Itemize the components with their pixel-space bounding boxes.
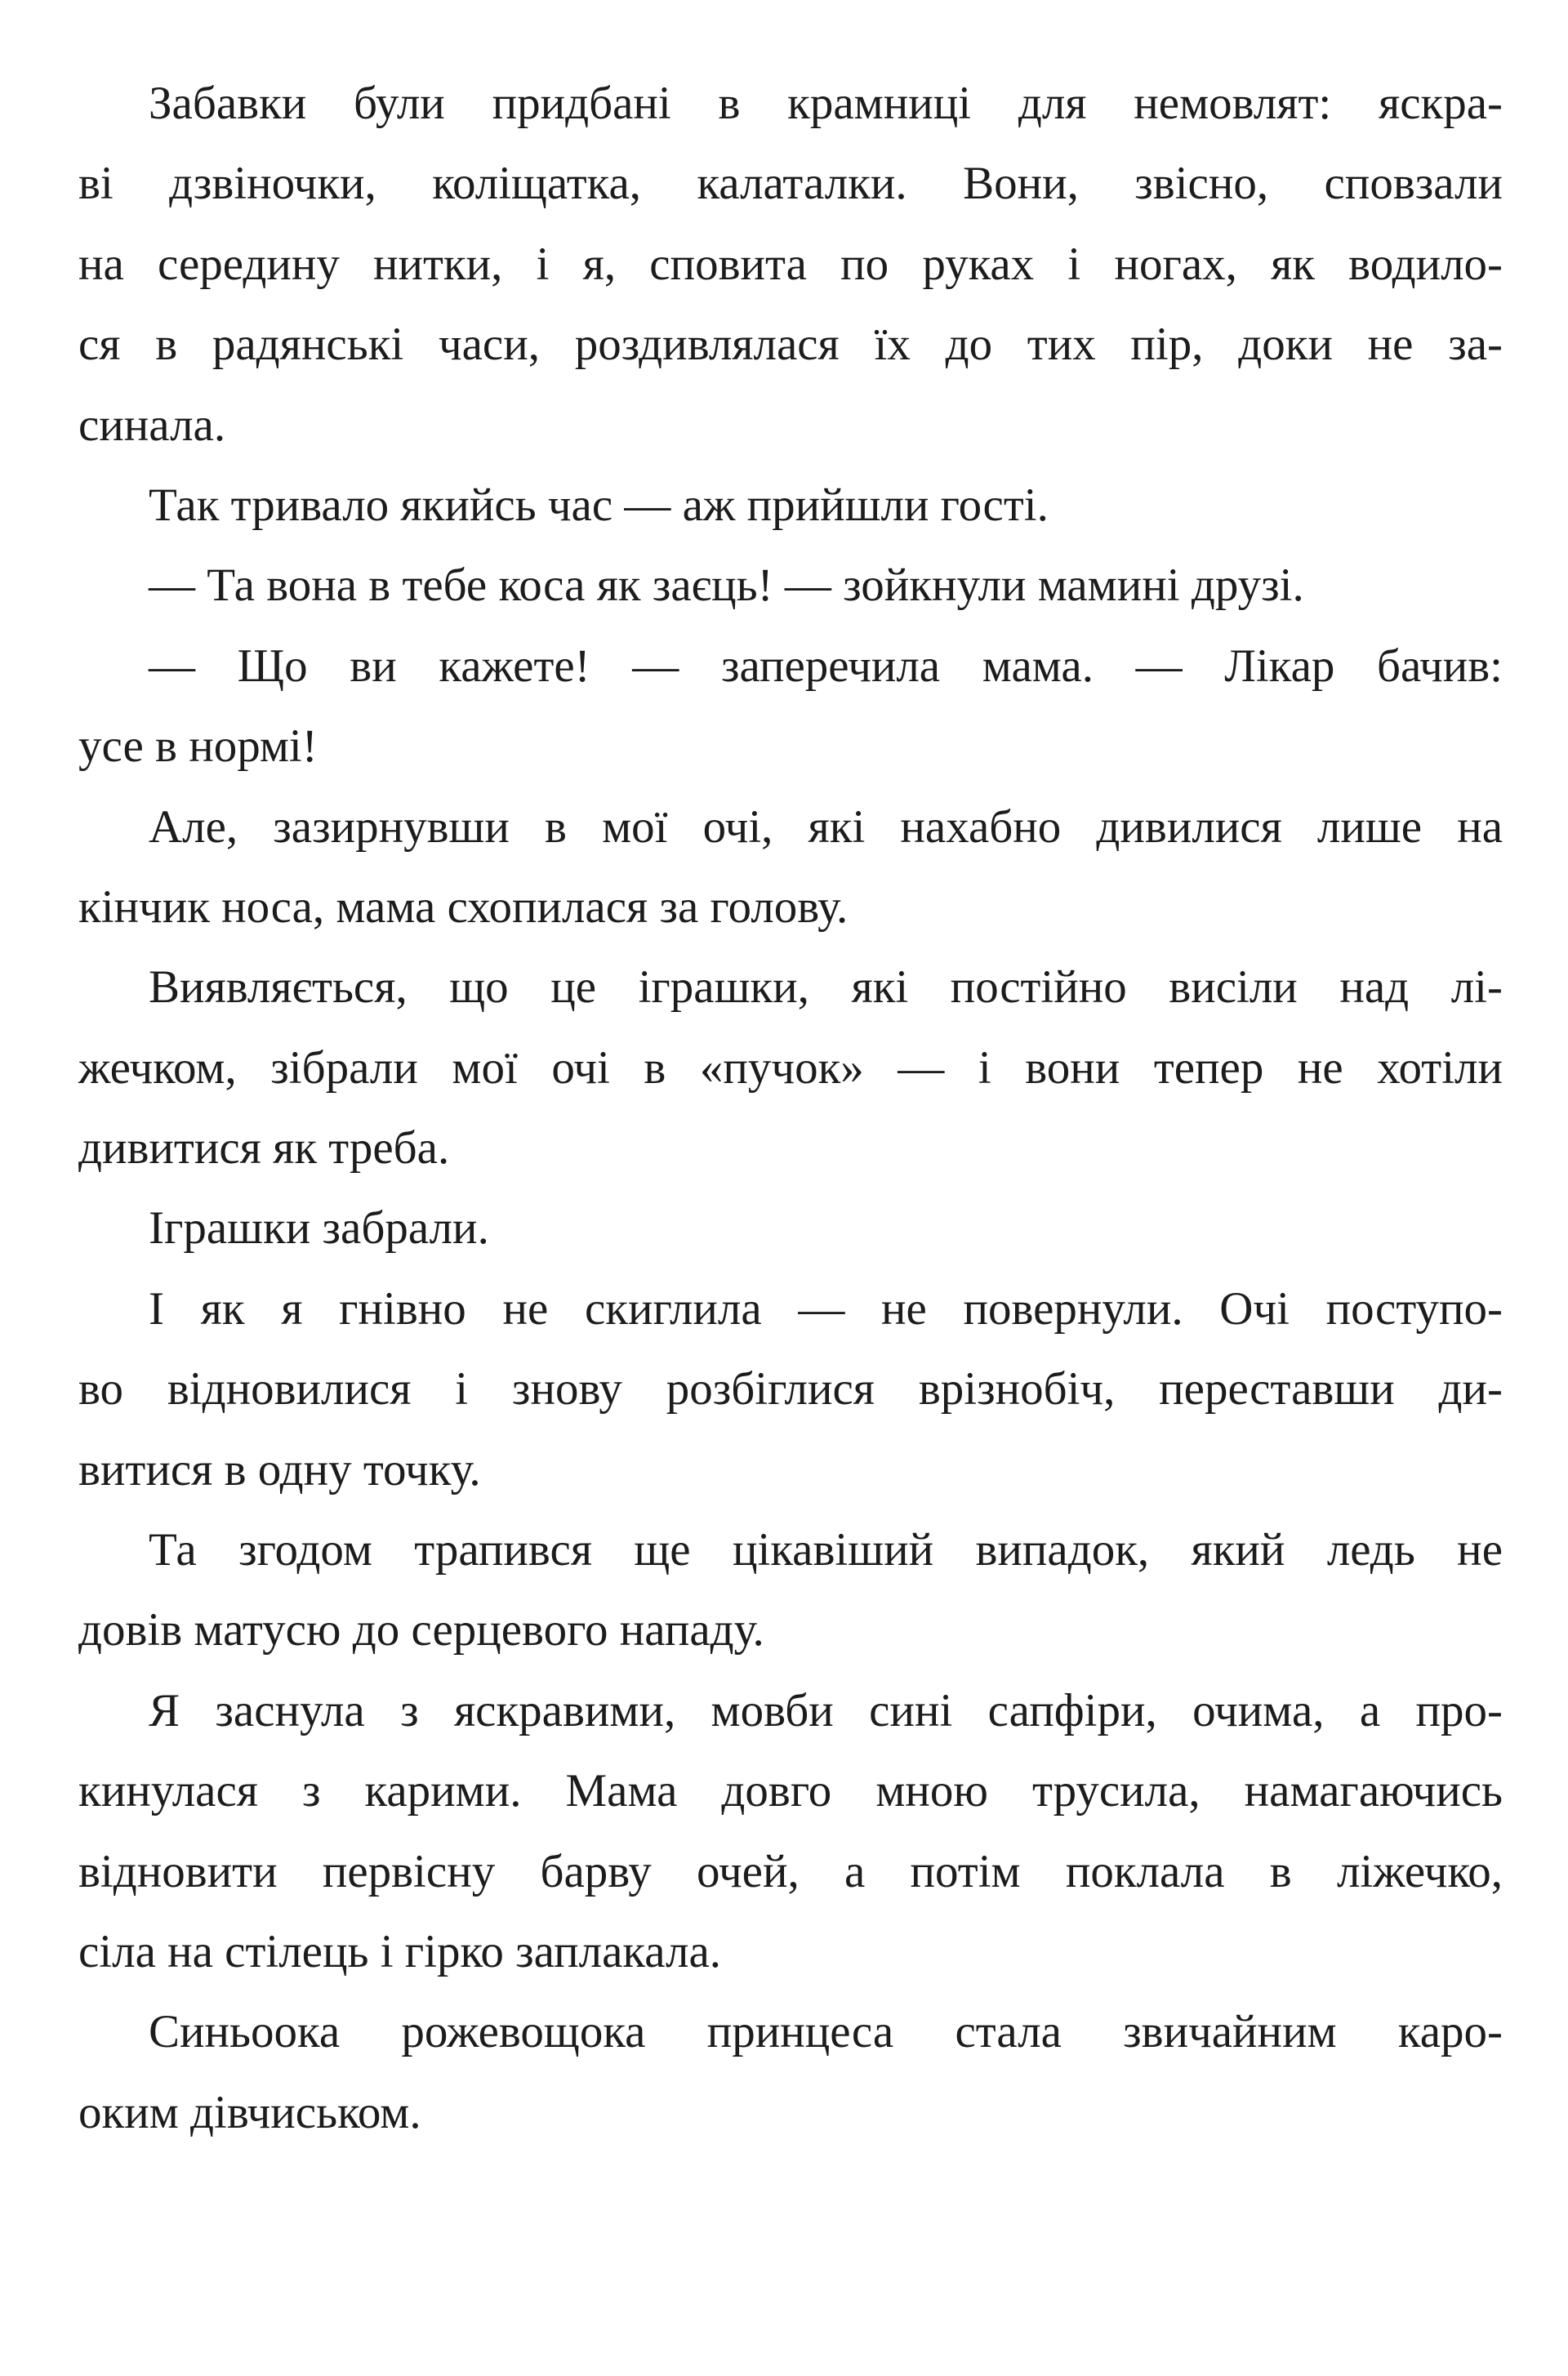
text-line: І як я гнівно не скиглила — не повернули. Очі поступо- [149, 1282, 1503, 1335]
text-line: Але, зазирнувши в мої очі, які нахабно дивилися лише на [149, 800, 1503, 853]
text-line: ся в радянські часи, роздивлялася їх до тих пір, доки не за- [78, 319, 1503, 371]
text-line: во відновилися і знову розбіглися врізнобіч, переставши ди- [78, 1363, 1503, 1415]
text-line: кінчик носа, мама схопилася за голову. [78, 880, 849, 933]
text-line: жечком, зібрали мої очі в «пучок» — і вони тепер не хотіли [78, 1041, 1503, 1094]
text-line: витися в одну точку. [78, 1443, 481, 1496]
text-line: Так тривало якийсь час — аж прийшли гості. [149, 479, 1049, 531]
text-line: оким дівчиськом. [78, 2086, 421, 2138]
text-line: синала. [78, 399, 226, 451]
body-text [78, 64, 1503, 2153]
text-line: кинулася з карими. Мама довго мною трусила, намагаючись [78, 1765, 1503, 1817]
text-line: — Що ви кажете! — заперечила мама. — Лікар бачив: [149, 640, 1503, 692]
text-line: ві дзвіночки, коліщатка, калаталки. Вони, звісно, сповзали [78, 158, 1503, 210]
text-line: Синьоока рожевощока принцеса стала звичайним каро- [149, 2006, 1503, 2058]
text-line: на середину нитки, і я, сповита по руках і ногах, як водило- [78, 238, 1503, 290]
text-line: — Та вона в тебе коса як заєць! — зойкнули мамині друзі. [149, 559, 1304, 612]
text-line: сіла на стілець і гірко заплакала. [78, 1925, 722, 1977]
text-line: відновити первісну барву очей, а потім поклала в ліжечко, [78, 1845, 1503, 1897]
text-line: Я заснула з яскравими, мовби сині сапфіри, очима, а про- [149, 1684, 1503, 1736]
text-line: усе в нормі! [78, 720, 318, 773]
text-line: Забавки були придбані в крамниці для немовлят: яскра- [149, 78, 1503, 129]
text-line: дивитися як треба. [78, 1122, 450, 1175]
text-line: Виявляється, що це іграшки, які постійно висіли над лі- [149, 961, 1503, 1014]
text-line: довів матусю до серцевого нападу. [78, 1604, 764, 1656]
text-line: Іграшки забрали. [149, 1202, 489, 1255]
text-line: Та згодом трапився ще цікавіший випадок, який ледь не [149, 1524, 1503, 1576]
